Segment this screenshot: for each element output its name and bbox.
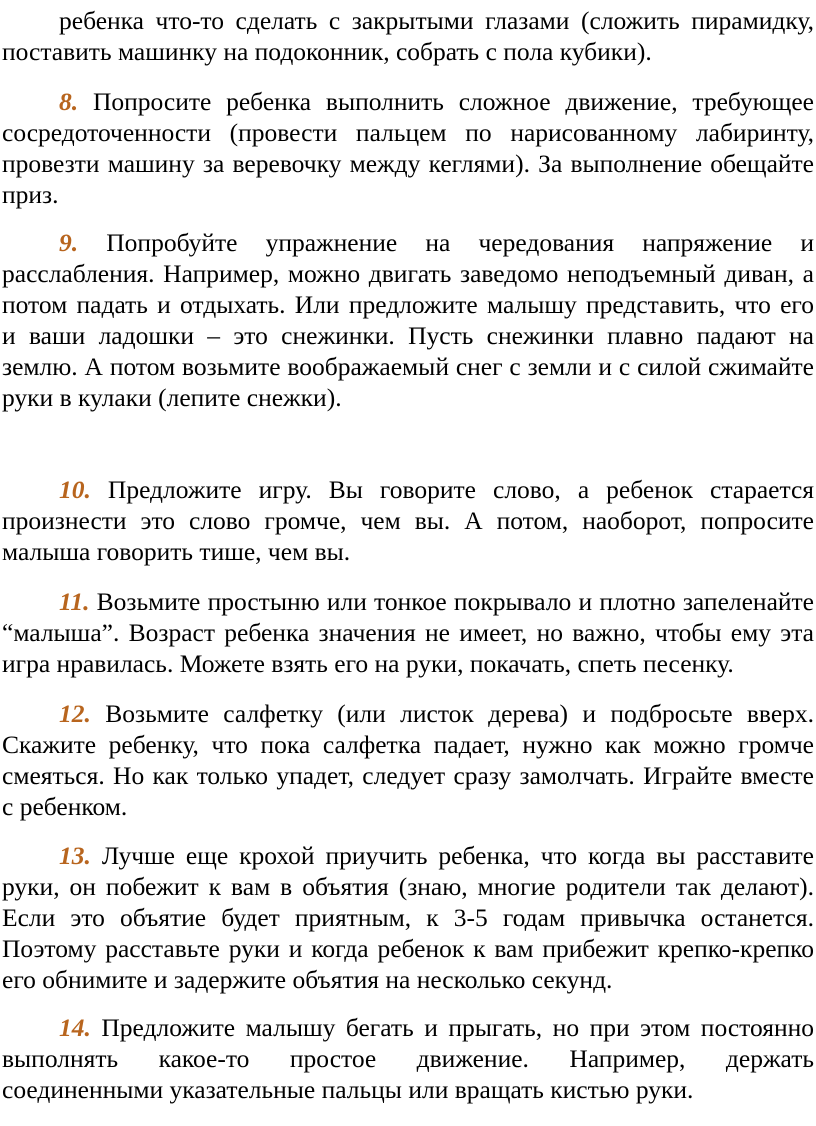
text-line: руки, он побежит к вам в объятия (знаю, многие родители так делают). <box>2 872 814 901</box>
text-line <box>2 474 814 505</box>
paragraph-item-13 <box>2 840 814 995</box>
text-line: Если это объятие будет приятным, к 3-5 годам привычка останется. <box>2 903 814 932</box>
text-line: игра нравилась. Можете взять его на руки, покачать, спеть песенку. <box>2 649 734 678</box>
item-number: 14. <box>59 1013 91 1042</box>
item-number: 9. <box>59 228 79 257</box>
text-line: смеяться. Но как только упадет, следует сразу замолчать. Играйте вместе <box>2 761 814 790</box>
item-number: 8. <box>59 87 79 116</box>
text-line: Поэтому расставьте руки и когда ребенок к вам прибежит крепко-крепко <box>2 934 814 963</box>
text-line: сосредоточенности (провести пальцем по нарисованному лабиринту, <box>2 118 814 147</box>
text-line <box>2 586 814 617</box>
text-line-content: Предложите малышу бегать и прыгать, но при этом постоянно <box>101 1013 814 1042</box>
text-line: малыша говорить тише, чем вы. <box>2 537 351 566</box>
text-line-content: Предложите игру. Вы говорите слово, а ребенок старается <box>107 475 814 504</box>
text-line-content: Возьмите простыню или тонкое покрывало и плотно запеленайте <box>96 587 814 616</box>
paragraph-item-14 <box>2 1012 814 1105</box>
paragraph-item-9 <box>2 227 814 413</box>
text-line <box>2 840 814 871</box>
paragraph-item-11 <box>2 586 814 679</box>
text-line: руки в кулаки (лепите снежки). <box>2 383 342 412</box>
text-line: землю. А потом возьмите воображаемый снег с земли и с силой сжимайте <box>2 352 814 381</box>
text-line-content: Возьмите салфетку (или листок дерева) и подбросьте вверх. <box>105 699 814 728</box>
text-line-content: Попробуйте упражнение на чередования напряжение и <box>106 228 814 257</box>
text-line <box>2 1012 814 1043</box>
text-line: с ребенком. <box>2 792 128 821</box>
text-line <box>2 86 814 117</box>
item-number: 13. <box>59 841 91 870</box>
paragraph-item-8 <box>2 86 814 210</box>
item-number: 10. <box>59 475 91 504</box>
text-line <box>2 698 814 729</box>
text-line: потом падать и отдыхать. Или предложите малышу представить, что его <box>2 290 814 319</box>
text-line: “малыша”. Возраст ребенка значения не имеет, но важно, чтобы ему эта <box>2 618 814 647</box>
item-number: 12. <box>59 699 91 728</box>
text-line-content: Попросите ребенка выполнить сложное движение, требующее <box>92 87 814 116</box>
text-line: Скажите ребенку, что пока салфетка падает, нужно как можно громче <box>2 730 814 759</box>
text-line <box>2 227 814 258</box>
text-line: его обнимите и задержите объятия на несколько секунд. <box>2 965 613 994</box>
text-line: приз. <box>2 180 59 209</box>
paragraph-continuation <box>2 5 814 67</box>
text-line: и ваши ладошки – это снежинки. Пусть снежинки плавно падают на <box>2 321 814 350</box>
text-line: произнести это слово громче, чем вы. А потом, наоборот, попросите <box>2 506 814 535</box>
text-line: провезти машину за веревочку между кеглями). За выполнение обещайте <box>2 149 814 178</box>
item-number: 11. <box>59 587 90 616</box>
text-line: соединенными указательные пальцы или вращать кистью руки. <box>2 1075 694 1104</box>
text-line: ребенка что-то сделать с закрытыми глазами (сложить пирамидку, <box>59 6 814 35</box>
paragraph-item-12 <box>2 698 814 822</box>
text-line: выполнять какое-то простое движение. Например, держать <box>2 1044 814 1073</box>
text-line-content: Лучше еще крохой приучить ребенка, что когда вы расставите <box>101 841 814 870</box>
text-line: поставить машинку на подоконник, собрать с пола кубики). <box>2 37 652 66</box>
text-line: расслабления. Например, можно двигать заведомо неподъемный диван, а <box>2 259 814 288</box>
paragraph-item-10 <box>2 474 814 567</box>
